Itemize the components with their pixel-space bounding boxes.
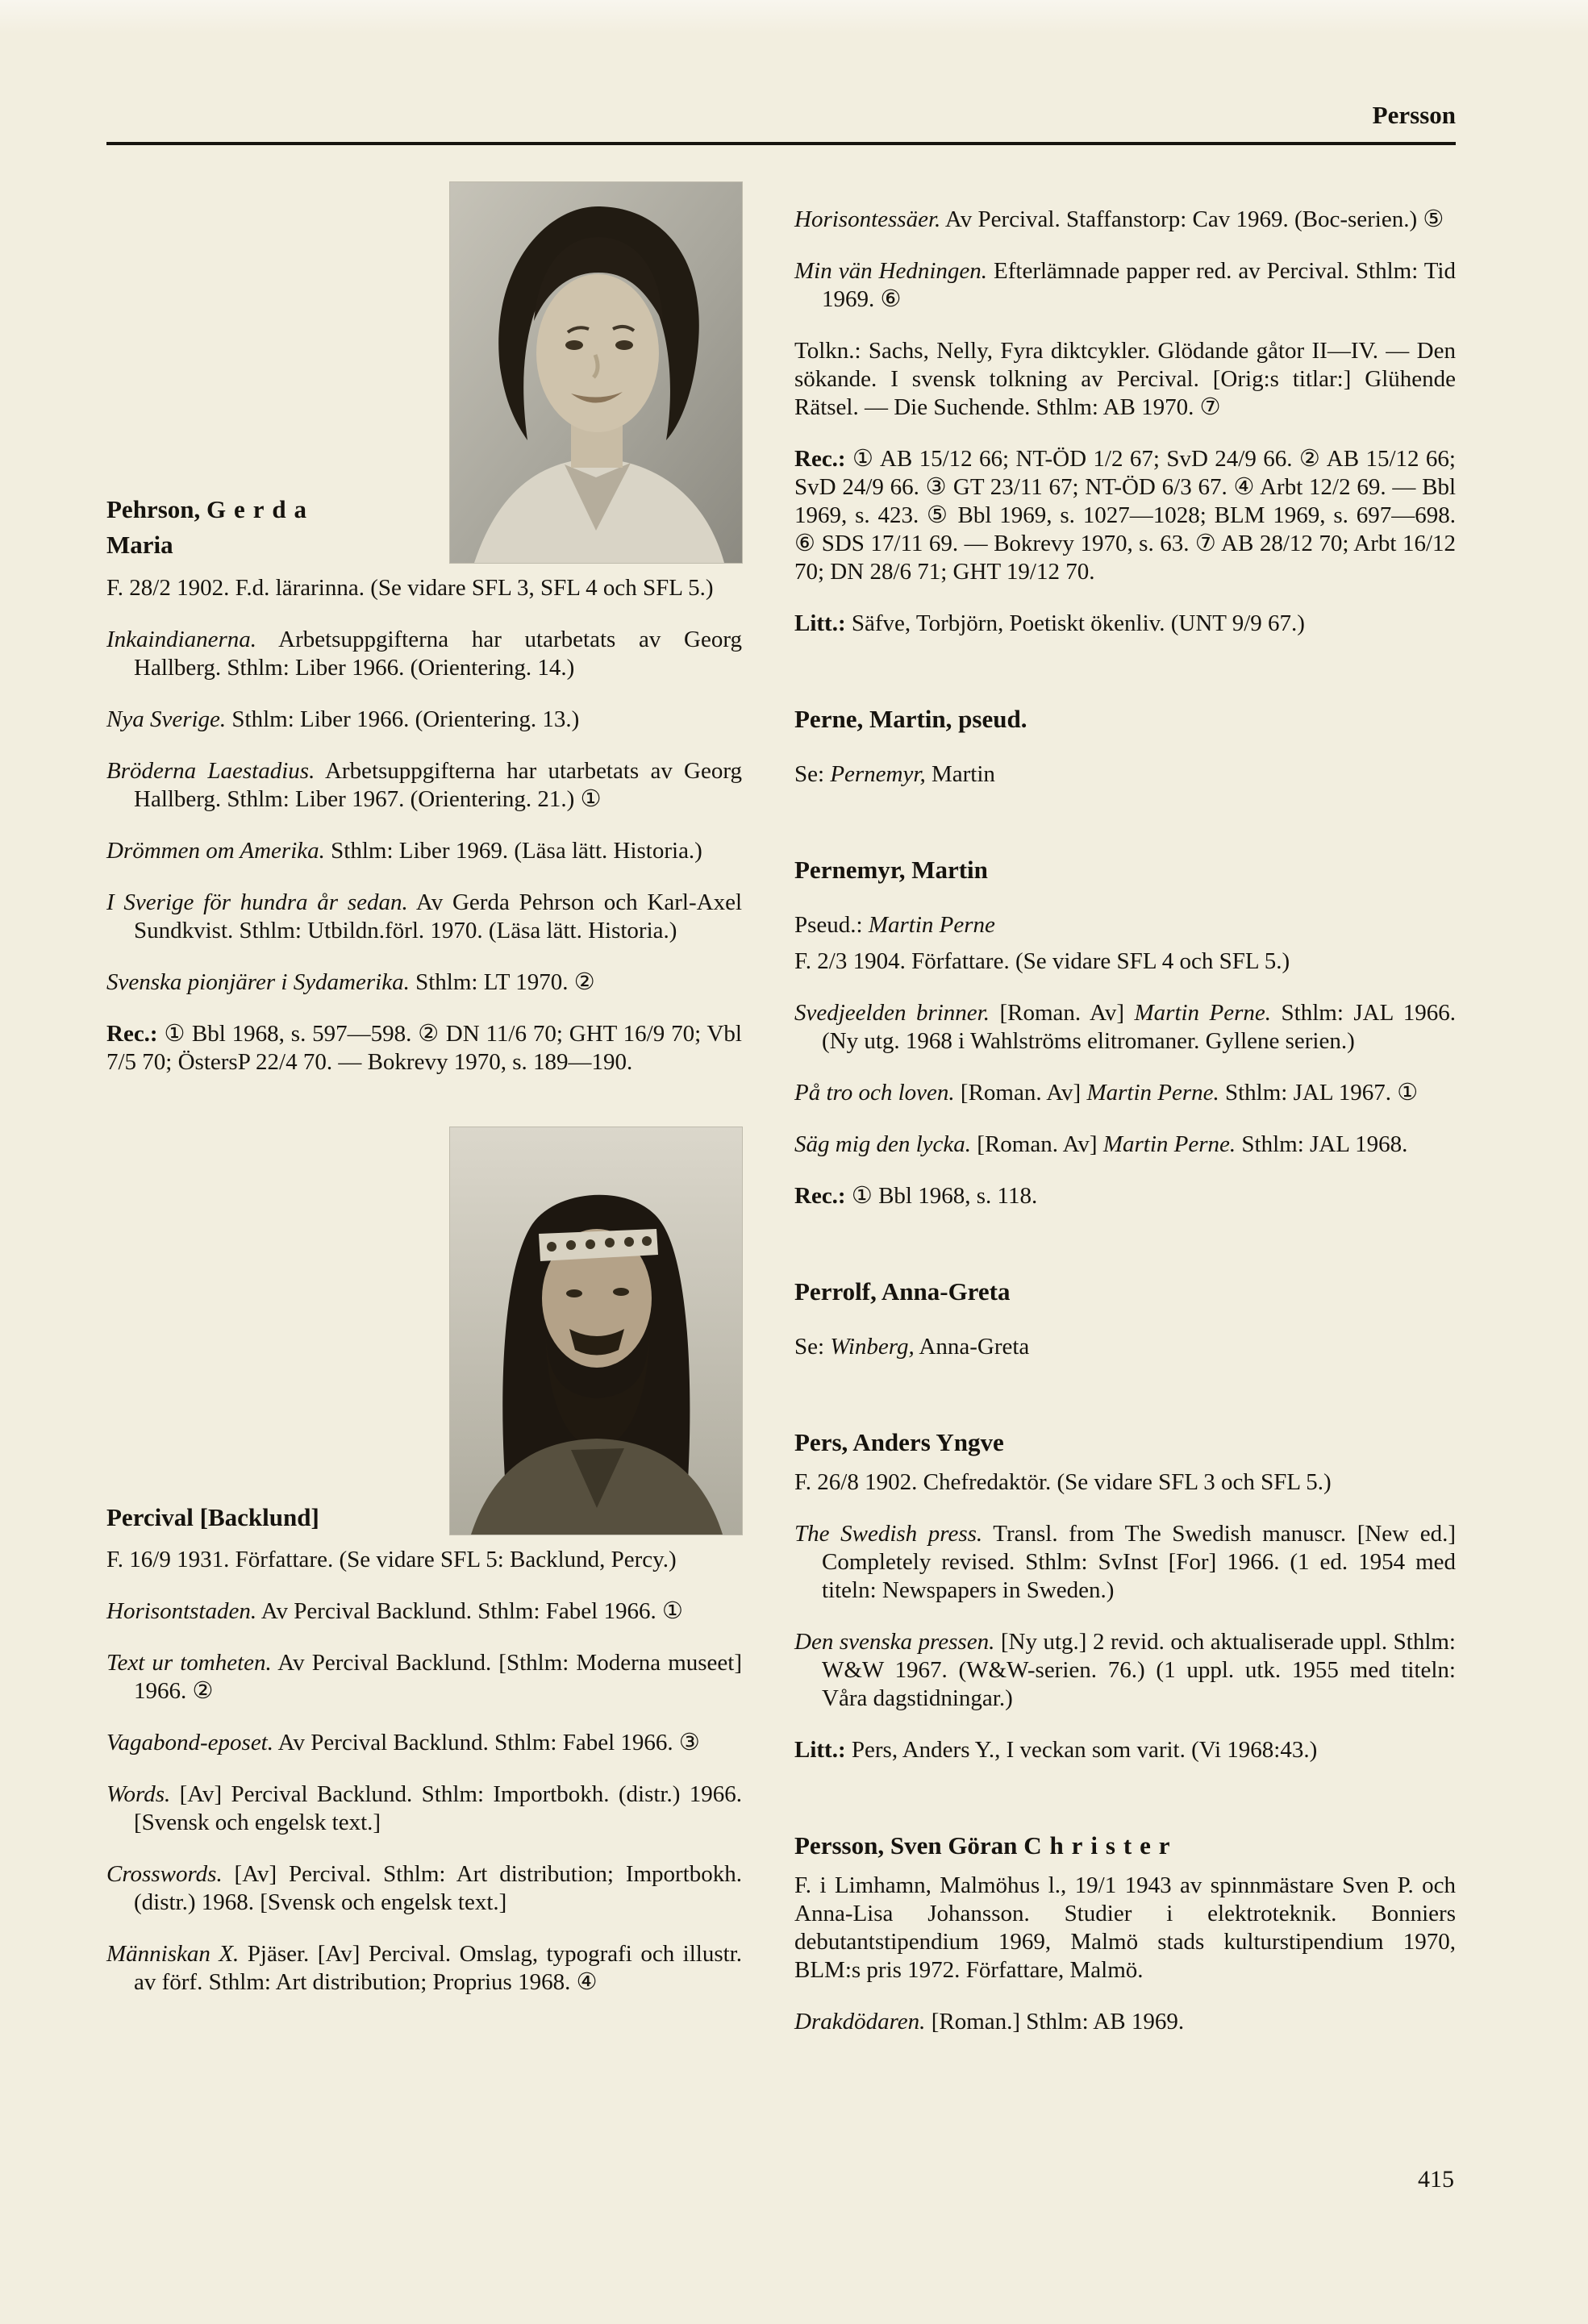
bio-pers: F. 26/8 1902. Chefredaktör. (Se vidare SFL 3 och SFL 5.) (794, 1469, 1332, 1495)
entry-pehrson (106, 182, 742, 1100)
two-column-layout (106, 182, 1456, 2060)
work-item: Nya Sverige. Sthlm: Liber 1966. (Orientering. 13.) (106, 706, 580, 732)
rec-percival: Rec.: ① AB 15/12 66; NT-ÖD 1/2 67; SvD 24/9 66. ② AB 15/12 66; SvD 24/9 66. ③ GT 23/11 67; NT-ÖD 6/3 67. ④ Arbt 12/2 69. — Bbl 1969, s. 423. ⑤ Bbl 1969, s. 1027—1028; BLM 1969, s. 697—698. ⑥ SDS 17/11 69. — Bokrevy 1970, s. 63. ⑦ AB 28/12 70; Arbt 16/12 70; DN 28/6 71; GHT 19/12 70. (794, 446, 1456, 585)
bio-persson: F. i Limhamn, Malmöhus l., 19/1 1943 av spinnmästare Sven P. och Anna-Lisa Johansson. Studier i elektroteknik. Bonniers debutantstipendium 1969, Malmö stads kulturstipendium 1970, BLM:s pris 1972. Författare, Malmö. (794, 1872, 1456, 1983)
header-rule (106, 142, 1456, 145)
rec-pehrson: Rec.: ① Bbl 1968, s. 597—598. ② DN 11/6 70; GHT 16/9 70; Vbl 7/5 70; ÖstersP 22/4 70. — Bokrevy 1970, s. 189—190. (106, 1021, 742, 1075)
work-item: Drömmen om Amerika. Sthlm: Liber 1969. (Läsa lätt. Historia.) (106, 838, 702, 864)
see-reference: Se: Pernemyr, Martin (794, 761, 995, 787)
translations-item: Tolkn.: Sachs, Nelly, Fyra diktcykler. Glödande gåtor II—IV. — Den sökande. I svensk tolkning av Percival. [Orig:s titlar:] Glühende Rätsel. — Die Suchende. Sthlm: AB 1970. ⑦ (794, 338, 1456, 420)
work-item: Horisontessäer. Av Percival. Staffanstorp: Cav 1969. (Boc-serien.) ⑤ (794, 206, 1444, 232)
work-item: Words. [Av] Percival Backlund. Sthlm: Importbokh. (distr.) 1966. [Svensk och engelsk text.] (106, 1781, 742, 1835)
work-item: The Swedish press. Transl. from The Swedish manuscr. [New ed.] Completely revised. Sthlm: SvInst [For] 1966. (1 ed. 1954 med titeln: Newspapers in Sweden.) (794, 1521, 1456, 1603)
work-item: Horisontstaden. Av Percival Backlund. Sthlm: Fabel 1966. ① (106, 1598, 683, 1624)
percival-portrait-photo (450, 1127, 742, 1535)
page-content (106, 100, 1456, 2324)
page-number: 415 (1418, 2166, 1454, 2193)
work-item: Inkaindianerna. Arbetsuppgifterna har utarbetats av Georg Hallberg. Sthlm: Liber 1966. (Orientering. 14.) (106, 627, 742, 681)
work-item: Svedjeelden brinner. [Roman. Av] Martin Perne. Sthlm: JAL 1966. (Ny utg. 1968 i Wahlströms elitromaner. Gyllene serien.) (794, 1000, 1456, 1054)
entry-heading-perrolf: Perrolf, Anna-Greta (794, 1277, 1011, 1306)
rec-pernemyr: Rec.: ① Bbl 1968, s. 118. (794, 1183, 1038, 1209)
entry-heading-pehrson-line2: Maria (106, 531, 173, 559)
entry-perne (794, 702, 1456, 812)
work-item: Text ur tomheten. Av Percival Backlund. [Sthlm: Moderna museet] 1966. ② (106, 1650, 742, 1704)
entry-percival-continued (794, 182, 1456, 661)
pseudonym-line: Pseud.: Martin Perne (794, 912, 995, 938)
entry-persson-sven-goran (794, 1828, 1456, 2060)
entry-pernemyr (794, 852, 1456, 1234)
entry-percival (106, 1127, 742, 2020)
work-item: Drakdödaren. [Roman.] Sthlm: AB 1969. (794, 2009, 1185, 2035)
litt-percival: Litt.: Säfve, Torbjörn, Poetiskt ökenliv. (UNT 9/9 67.) (794, 610, 1305, 636)
entry-heading-persson: Persson, Sven Göran Christer (794, 1831, 1178, 1860)
see-reference: Se: Winberg, Anna-Greta (794, 1334, 1030, 1360)
entry-heading-perne: Perne, Martin, pseud. (794, 705, 1027, 733)
work-item: Svenska pionjärer i Sydamerika. Sthlm: LT 1970. ② (106, 969, 595, 995)
bio-pernemyr: F. 2/3 1904. Författare. (Se vidare SFL 4 och SFL 5.) (794, 948, 1290, 974)
bio-pehrson: F. 28/2 1902. F.d. lärarinna. (Se vidare SFL 3, SFL 4 och SFL 5.) (106, 575, 714, 601)
work-item: Crosswords. [Av] Percival. Sthlm: Art distribution; Importbokh. (distr.) 1968. [Svensk och engelsk text.] (106, 1861, 742, 1915)
entry-heading-pernemyr: Pernemyr, Martin (794, 856, 988, 884)
left-column (106, 182, 742, 2060)
work-item: I Sverige för hundra år sedan. Av Gerda Pehrson och Karl-Axel Sundkvist. Sthlm: Utbildn.förl. 1970. (Läsa lätt. Historia.) (106, 889, 742, 943)
work-item: Säg mig den lycka. [Roman. Av] Martin Perne. Sthlm: JAL 1968. (794, 1131, 1408, 1157)
work-item: Människan X. Pjäser. [Av] Percival. Omslag, typografi och illustr. av förf. Sthlm: Art distribution; Proprius 1968. ④ (106, 1941, 742, 1995)
entry-heading-pers: Pers, Anders Yngve (794, 1428, 1004, 1456)
litt-pers: Litt.: Pers, Anders Y., I veckan som varit. (Vi 1968:43.) (794, 1737, 1318, 1763)
work-item: På tro och loven. [Roman. Av] Martin Perne. Sthlm: JAL 1967. ① (794, 1080, 1419, 1106)
bio-percival: F. 16/9 1931. Författare. (Se vidare SFL 5: Backlund, Percy.) (106, 1547, 677, 1572)
running-header: Persson (1372, 101, 1456, 129)
right-column (794, 182, 1456, 2060)
entry-perrolf (794, 1274, 1456, 1385)
work-item: Vagabond-eposet. Av Percival Backlund. Sthlm: Fabel 1966. ③ (106, 1730, 700, 1755)
work-item: Den svenska pressen. [Ny utg.] 2 revid. och aktualiserade uppl. Sthlm: W&W 1967. (W&W-serien. 76.) (1 uppl. utk. 1955 med titeln: Våra dagstidningar.) (794, 1629, 1456, 1711)
entry-heading-pehrson-line1: Pehrson, Gerda (106, 495, 315, 523)
pehrson-portrait-photo (450, 182, 742, 563)
entry-pers (794, 1425, 1456, 1788)
work-item: Bröderna Laestadius. Arbetsuppgifterna har utarbetats av Georg Hallberg. Sthlm: Liber 1967. (Orientering. 21.) ① (106, 758, 743, 812)
page-header (106, 100, 1456, 145)
entry-heading-percival: Percival [Backlund] (106, 1503, 319, 1531)
work-item: Min vän Hedningen. Efterlämnade papper red. av Percival. Sthlm: Tid 1969. ⑥ (794, 258, 1456, 312)
